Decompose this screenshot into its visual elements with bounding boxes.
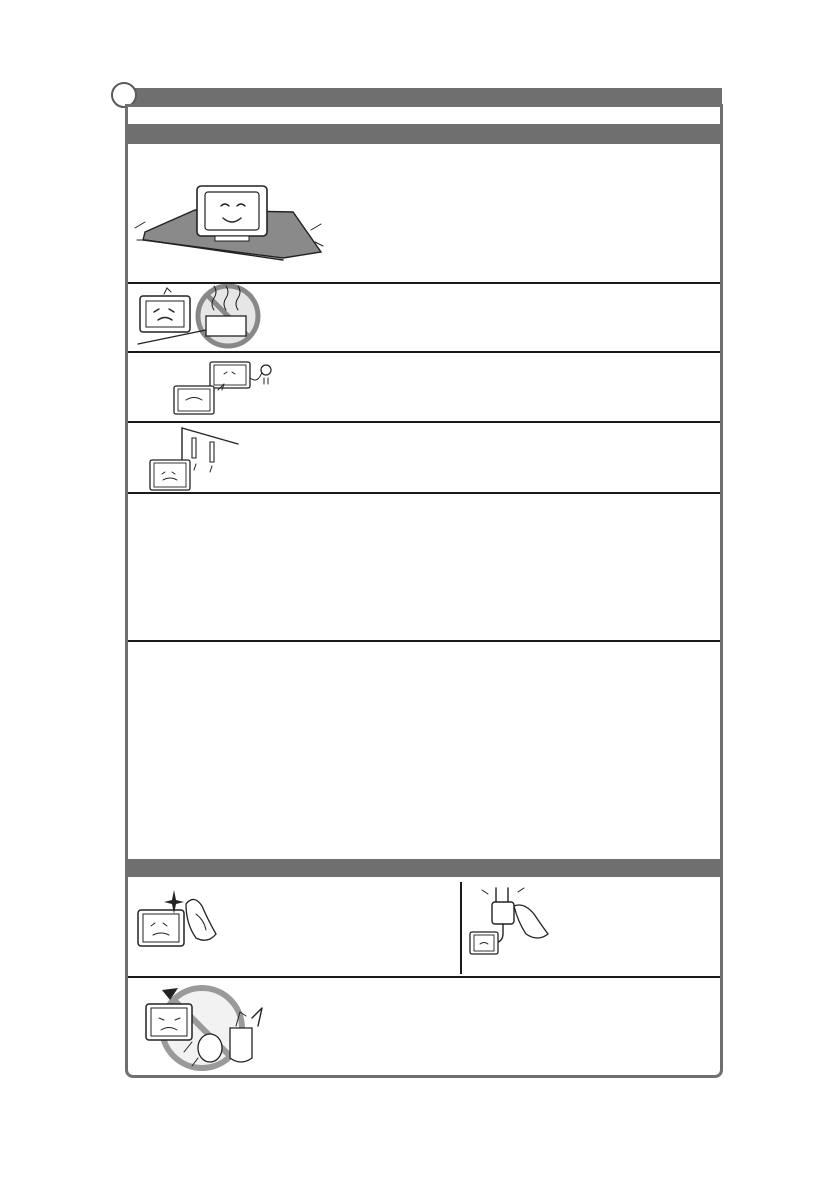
tv-wipe-screen-icon: [134, 884, 244, 954]
divider: [128, 640, 720, 642]
tv-unplug-icon: [168, 356, 278, 418]
divider: [128, 976, 720, 978]
plug-cleaning-icon: [466, 884, 556, 960]
tv-on-stable-surface-icon: [133, 180, 333, 270]
section-caution-bar: [128, 124, 720, 144]
section-cleaning-bar: [128, 859, 720, 877]
column-divider: [460, 882, 462, 974]
divider: [128, 421, 720, 423]
tv-ventilation-icon: [146, 424, 246, 492]
no-liquids-near-tv-icon: [132, 982, 272, 1072]
tv-away-from-steam-icon: [136, 284, 266, 350]
divider: [128, 351, 720, 353]
divider: [128, 492, 720, 494]
